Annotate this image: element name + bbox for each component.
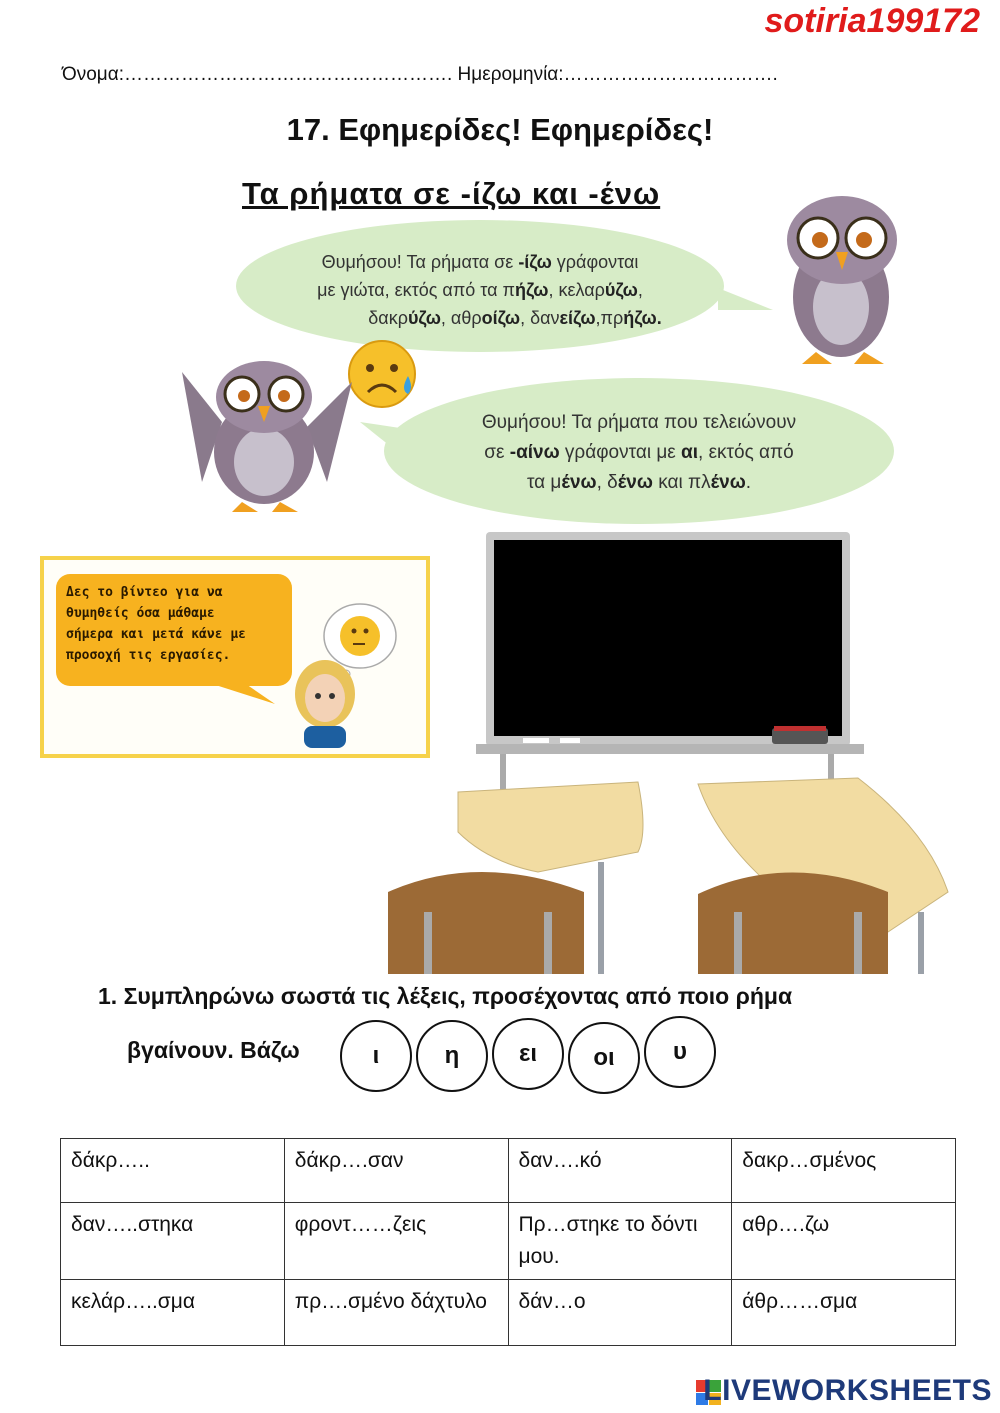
- task-instruction-cont: βγαίνουν. Βάζω: [127, 1037, 300, 1063]
- option-circle[interactable]: η: [416, 1020, 488, 1092]
- task-instruction: 1. Συμπληρώνω σωστά τις λέξεις, προσέχοντας από ποιο ρήμα: [98, 983, 793, 1009]
- table-cell[interactable]: αθρ….ζω: [732, 1203, 956, 1280]
- table-cell[interactable]: Πρ…στηκε το δόντι μου.: [508, 1203, 732, 1280]
- rule-bubble-izo: Θυμήσου! Τα ρήματα σε -ίζω γράφονται με γιώτα, εκτός από τα πήζω, κελαρύζω, δακρύζω, αθροίζω, δανείζω,πρήζω.: [236, 220, 724, 352]
- girl-avatar: [288, 656, 362, 748]
- table-cell[interactable]: κελάρ…..σμα: [61, 1280, 285, 1346]
- table-cell[interactable]: δαν…..στηκα: [61, 1203, 285, 1280]
- table-cell[interactable]: δάν…ο: [508, 1280, 732, 1346]
- table-row: [61, 1280, 956, 1346]
- option-circle[interactable]: υ: [644, 1016, 716, 1088]
- table-cell[interactable]: δακρ…σμένος: [732, 1139, 956, 1203]
- option-circle[interactable]: ει: [492, 1018, 564, 1090]
- owl-left-icon: [162, 352, 367, 514]
- table-cell[interactable]: φροντ……ζεις: [284, 1203, 508, 1280]
- bubble1-tail: [718, 288, 778, 318]
- video-note: Δες το βίντεο για να θυμηθείς όσα μάθαμε σήμερα και μετά κάνε με προσοχή τις εργασίες.: [56, 574, 292, 686]
- video-note-tail: [200, 680, 280, 710]
- classroom-illustration: [388, 532, 958, 974]
- table-cell[interactable]: δάκρ….σαν: [284, 1139, 508, 1203]
- page-title: 17. Εφημερίδες! Εφημερίδες!: [286, 112, 714, 147]
- owl-top-icon: [776, 182, 911, 372]
- rule-bubble-aino: Θυμήσου! Τα ρήματα που τελειώνουν σε -αίνω γράφονται με αι, εκτός από τα μένω, δένω και πλένω.: [384, 378, 894, 524]
- table-cell[interactable]: πρ….σμένο δάχτυλο: [284, 1280, 508, 1346]
- page-subtitle: Τα ρήματα σε -ίζω και -ένω: [242, 176, 661, 211]
- exercise-table: [60, 1138, 956, 1346]
- table-row: [61, 1203, 956, 1280]
- footer-brand: LIVEWORKSHEETS: [703, 1374, 992, 1407]
- table-cell[interactable]: δαν….κό: [508, 1139, 732, 1203]
- table-row: [61, 1139, 956, 1203]
- option-circle[interactable]: ι: [340, 1020, 412, 1092]
- table-cell[interactable]: άθρ……σμα: [732, 1280, 956, 1346]
- name-date-line: Όνομα:……………………………………………. Ημερομηνία:…………………………….: [62, 64, 778, 85]
- table-cell[interactable]: δάκρ…..: [61, 1139, 285, 1203]
- option-circle[interactable]: οι: [568, 1022, 640, 1094]
- watermark: sotiria199172: [764, 2, 980, 40]
